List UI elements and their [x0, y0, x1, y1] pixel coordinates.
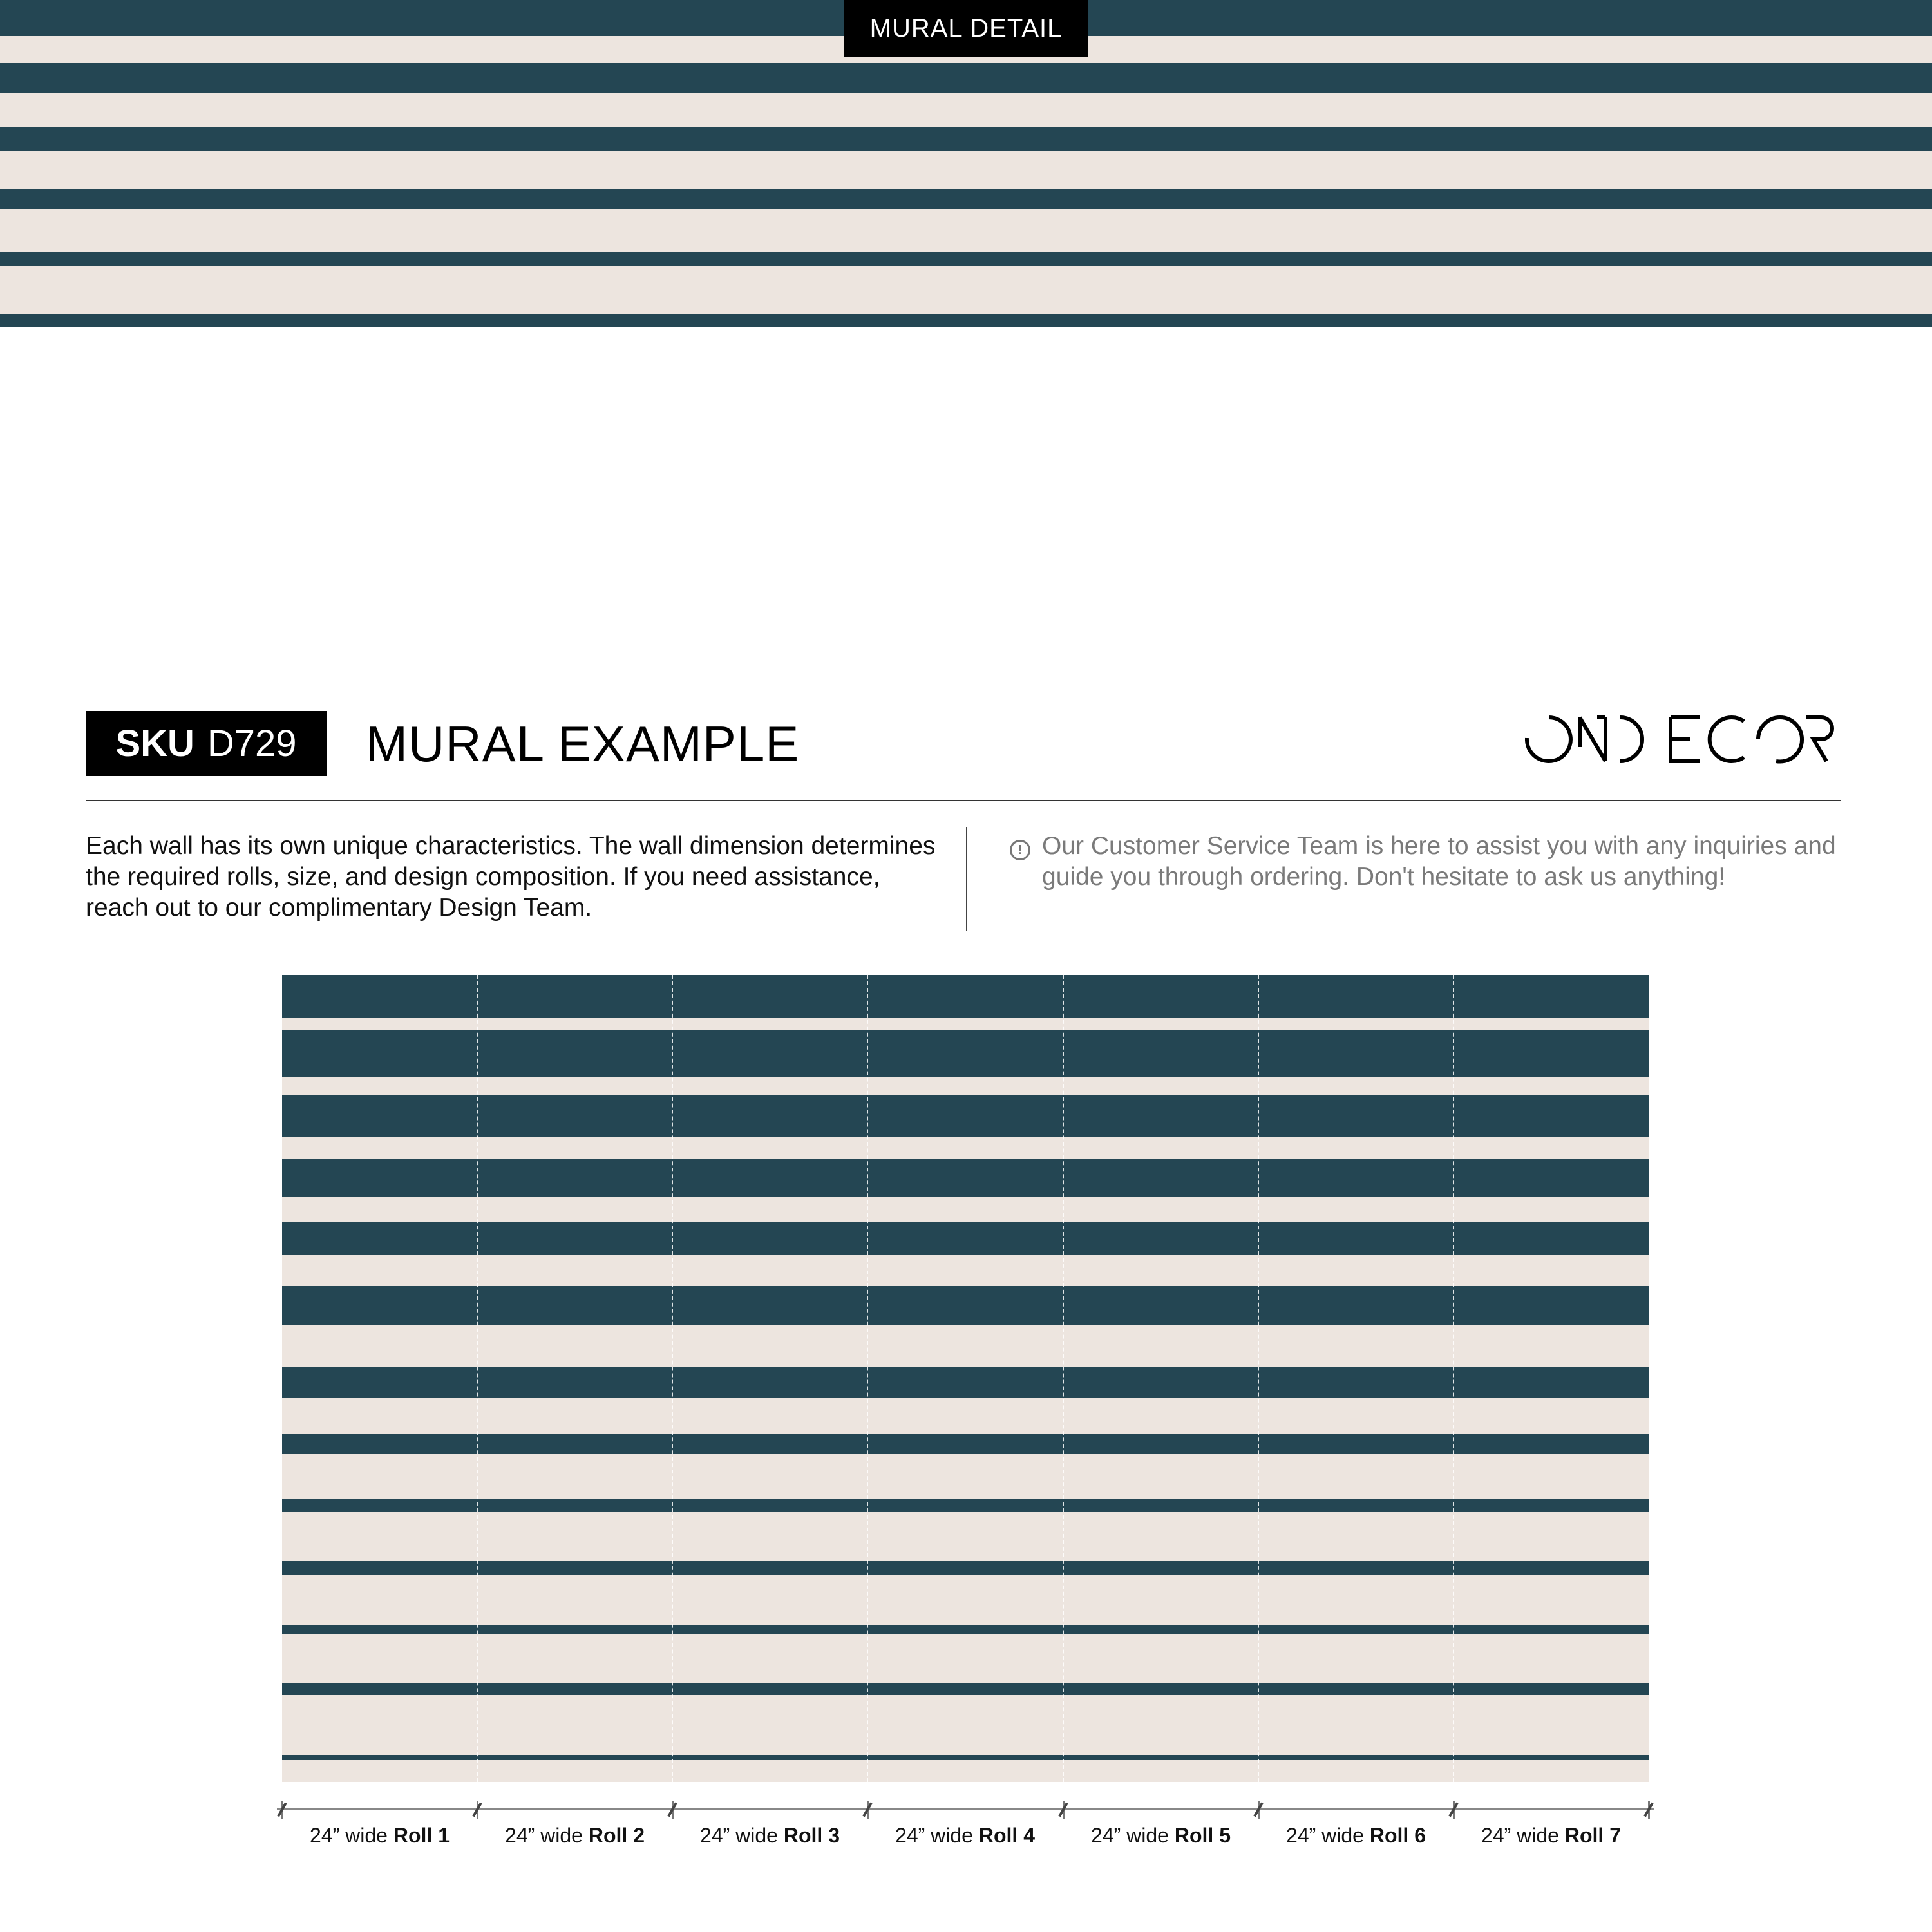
customer-service-note: Our Customer Service Team is here to assist you with any inquiries and guide you through ordering. Don't hesitate to ask us anything!	[1042, 832, 1836, 891]
column-divider	[966, 827, 967, 931]
mural-detail-preview	[0, 0, 1932, 327]
example-stripe	[282, 975, 1649, 1018]
roll-seam	[672, 975, 673, 1782]
example-stripe	[282, 1561, 1649, 1575]
example-stripe	[282, 1095, 1649, 1137]
roll-label-1: 24” wide Roll 1	[310, 1824, 450, 1847]
roll-seam	[477, 975, 478, 1782]
example-stripe	[282, 1683, 1649, 1695]
detail-stripe	[0, 252, 1932, 266]
roll-seam	[1258, 975, 1259, 1782]
page-title: MURAL EXAMPLE	[366, 715, 800, 772]
example-stripe	[282, 1367, 1649, 1398]
roll-seam	[1063, 975, 1064, 1782]
example-stripe	[282, 1222, 1649, 1255]
detail-stripe	[0, 189, 1932, 209]
sku-badge	[86, 711, 327, 776]
roll-label-5: 24” wide Roll 5	[1091, 1824, 1231, 1847]
ondecor-logo	[1525, 715, 1841, 767]
roll-seam	[867, 975, 868, 1782]
sku-code: D729	[207, 723, 297, 764]
example-stripe	[282, 1499, 1649, 1512]
example-stripe	[282, 1286, 1649, 1325]
header-divider	[86, 800, 1841, 801]
example-stripe	[282, 1159, 1649, 1197]
exclamation-circle-icon: !	[1010, 840, 1030, 860]
detail-stripe	[0, 314, 1932, 327]
example-stripe	[282, 1030, 1649, 1077]
roll-label-2: 24” wide Roll 2	[505, 1824, 645, 1847]
wall-description: Each wall has its own unique characteristics. The wall dimension determines the required rolls, size, and design composition. If you need assistance, reach out to our complimentary Design Team.	[86, 832, 936, 922]
detail-stripe	[0, 127, 1932, 151]
dimension-ruler	[277, 1808, 1654, 1810]
mural-detail-label: MURAL DETAIL	[844, 0, 1088, 57]
roll-label-7: 24” wide Roll 7	[1481, 1824, 1621, 1847]
mural-example-preview	[282, 975, 1649, 1782]
roll-label-6: 24” wide Roll 6	[1286, 1824, 1426, 1847]
detail-stripe	[0, 63, 1932, 93]
example-stripe	[282, 1755, 1649, 1760]
roll-label-4: 24” wide Roll 4	[895, 1824, 1035, 1847]
roll-seam	[1453, 975, 1454, 1782]
roll-label-3: 24” wide Roll 3	[700, 1824, 840, 1847]
sku-prefix: SKU	[115, 723, 194, 764]
example-stripe	[282, 1625, 1649, 1634]
example-stripe	[282, 1434, 1649, 1454]
